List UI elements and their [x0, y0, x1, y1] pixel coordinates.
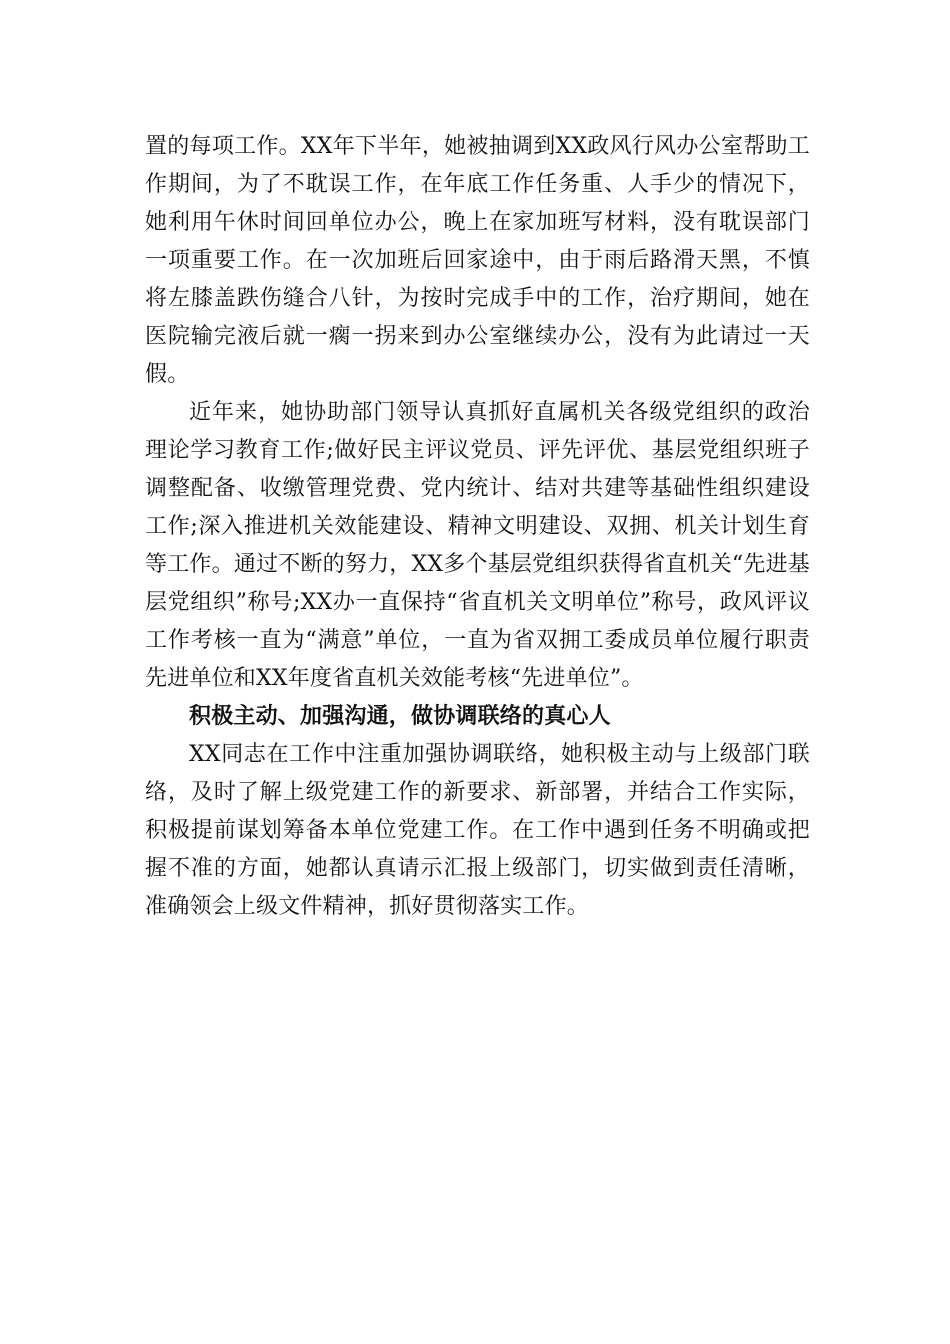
paragraph-coordination: XX同志在工作中注重加强协调联络，她积极主动与上级部门联络，及时了解上级党建工作的新要求、新部署，并结合工作实际，积极提前谋划筹备本单位党建工作。在工作中遇到任务不明确或把握不准的方面，她都认真请示汇报上级部门，切实做到责任清晰，准确领会上级文件精神，抓好贯彻落实工作。 [145, 742, 810, 919]
paragraph-party-building: 近年来，她协助部门领导认真抓好直属机关各级党组织的政治理论学习教育工作;做好民主评议党员、评先评优、基层党组织班子调整配备、收缴管理党费、党内统计、结对共建等基础性组织建设工作;深入推进机关效能建设、精神文明建设、双拥、机关计划生育等工作。通过不断的努力，XX多个基层党组织获得省直机关“先进基层党组织”称号;XX办一直保持“省直机关文明单位”称号，政风评议工作考核一直为“满意”单位，一直为省双拥工委成员单位履行职责先进单位和XX年度省直机关效能考核“先进单位”。 [145, 400, 810, 691]
paragraph-continuation: 置的每项工作。XX年下半年，她被抽调到XX政风行风办公室帮助工作期间，为了不耽误工作，在年底工作任务重、人手少的情况下，她利用午休时间回单位办公，晚上在家加班写材料，没有耽误部门一项重要工作。在一次加班后回家途中，由于雨后路滑天黑，不慎将左膝盖跌伤缝合八针，为按时完成手中的工作，治疗期间，她在医院输完液后就一瘸一拐来到办公室继续办公，没有为此请过一天假。 [145, 134, 810, 387]
section-heading: 积极主动、加强沟通，做协调联络的真心人 [189, 704, 611, 729]
document-body [145, 128, 810, 926]
